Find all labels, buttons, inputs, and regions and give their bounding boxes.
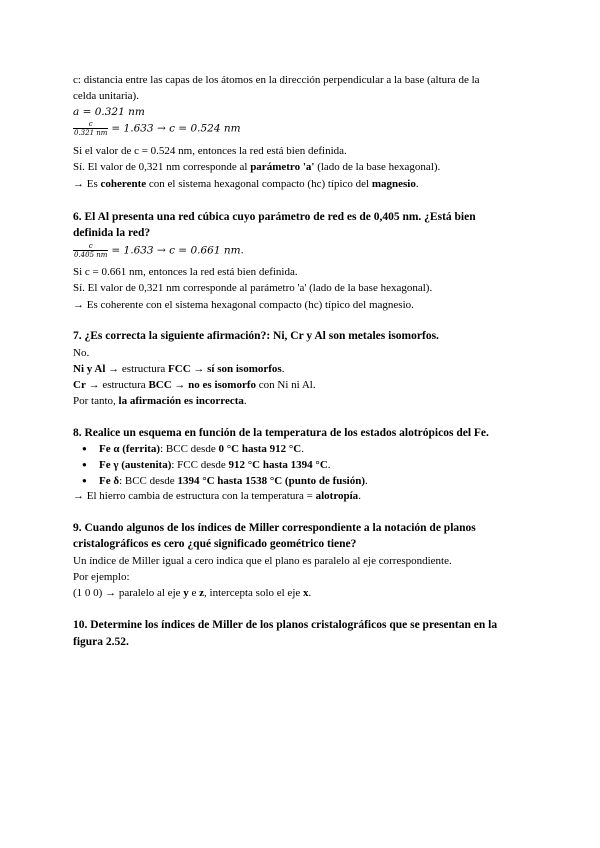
question-6-title: 6. El Al presenta una red cúbica cuyo parámetro de red es de 0,405 nm. ¿Está bien: [73, 211, 476, 223]
fraction: $\frac{c}{0.321 nm}$: [74, 120, 108, 137]
question-9-title-cont: cristalográficos es cero ¿qué significado geométrico tiene?: [73, 538, 357, 550]
paragraph-7-line-1: No.: [73, 347, 90, 359]
list-item: ● Fe δ: BCC desde 1394 °C hasta 1538 °C (punto de fusión).: [99, 473, 368, 489]
paragraph-6-line-2: Sí. El valor de 0,321 nm corresponde al parámetro 'a' (lado de la base hexagonal).: [73, 282, 433, 294]
equation-a: a = 0.321 nm: [73, 106, 145, 118]
paragraph-c-definition: c: distancia entre las capas de los átomos en la dirección perpendicular a la base (altura de la: [73, 74, 480, 86]
equation-c-ratio-2: $\frac{c}{0.405 nm}$ = 1.633 → c = 0.661 nm.: [74, 242, 244, 259]
paragraph-5-line-3: → Es coherente con el sistema hexagonal compacto (hc) típico del magnesio.: [73, 178, 419, 190]
paragraph-7-line-4: Por tanto, la afirmación es incorrecta.: [73, 395, 247, 407]
paragraph-5-line-1: Si el valor de c = 0.524 nm, entonces la red está bien definida.: [73, 145, 347, 157]
paragraph-8-line-1: → El hierro cambia de estructura con la temperatura = alotropía.: [73, 490, 361, 502]
paragraph-5-line-2: Sí. El valor de 0,321 nm corresponde al parámetro 'a' (lado de la base hexagonal).: [73, 161, 441, 173]
equation-c-ratio-1: $\frac{c}{0.321 nm}$ = 1.633 → c = 0.524 nm: [74, 120, 241, 137]
list-item: ● Fe γ (austenita): FCC desde 912 °C hasta 1394 °C.: [99, 457, 331, 473]
paragraph-7-line-3: Cr → estructura BCC → no es isomorfo con Ni ni Al.: [73, 379, 316, 391]
question-8-title: 8. Realice un esquema en función de la temperatura de los estados alotrópicos del Fe.: [73, 427, 489, 439]
paragraph-6-line-1: Si c = 0.661 nm, entonces la red está bien definida.: [73, 266, 298, 278]
paragraph-9-line-1: Un índice de Miller igual a cero indica que el plano es paralelo al eje correspondiente.: [73, 555, 452, 567]
question-10-title: 10. Determine los índices de Miller de los planos cristalográficos que se presentan en la: [73, 619, 498, 631]
paragraph-9-line-3: (1 0 0) → paralelo al eje y e z, intercepta solo el eje x.: [73, 587, 312, 599]
question-7-title: 7. ¿Es correcta la siguiente afirmación?: Ni, Cr y Al son metales isomorfos.: [73, 330, 439, 342]
question-10-title-cont: figura 2.52.: [73, 636, 129, 648]
fraction: $\frac{c}{0.405 nm}$: [74, 242, 108, 259]
paragraph-9-line-2: Por ejemplo:: [73, 571, 130, 583]
question-9-title: 9. Cuando algunos de los índices de Miller correspondiente a la notación de planos: [73, 522, 476, 534]
paragraph-c-definition-cont: celda unitaria).: [73, 90, 139, 102]
list-item: ● Fe α (ferrita): BCC desde 0 °C hasta 912 °C.: [99, 441, 304, 457]
paragraph-6-line-3: → Es coherente con el sistema hexagonal compacto (hc) típico del magnesio.: [73, 299, 414, 311]
paragraph-7-line-2: Ni y Al → estructura FCC → sí son isomorfos.: [73, 363, 285, 375]
question-6-title-cont: definida la red?: [73, 227, 151, 239]
